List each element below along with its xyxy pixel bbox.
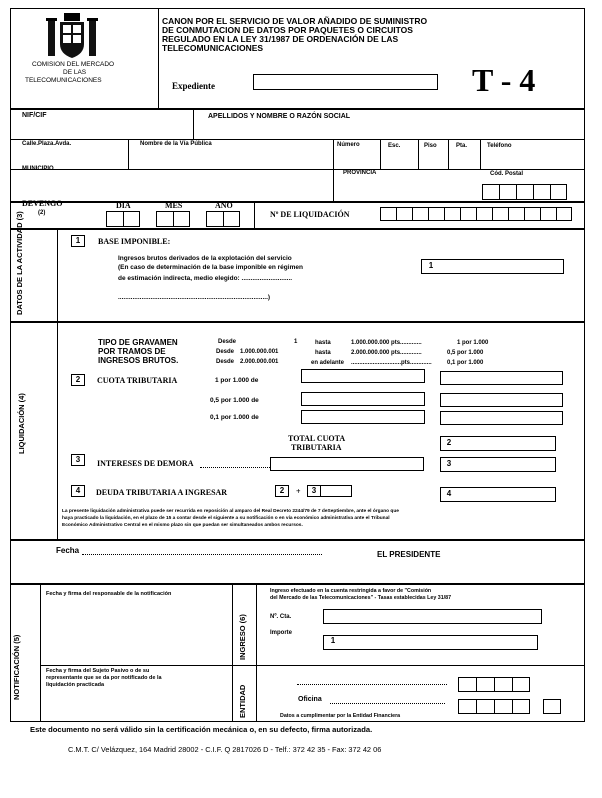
deuda-operand-a: 2 [275,485,289,497]
dia-label: DIA [116,201,131,210]
total-cuota-line2: TRIBUTARIA [291,443,342,452]
actividad-line4: ...................................................................................) [118,294,271,301]
liquidacion-frame [10,322,585,540]
org-name-line1: COMISION DEL MERCADO [32,61,115,68]
tramo-desde-value: 1.000.000.001 [240,349,279,355]
importe-label: Importe [270,630,293,636]
ingreso-line1: Ingreso efectuado en la cuenta restringida a favor de "Comisión [270,588,432,594]
dotted-leader [297,684,447,685]
address-line: C.M.T. C/ Velázquez, 164 Madrid 28002 - C.I.F. Q 2817026 D - Telf.: 372 42 35 - Fax: 372 42 06 [68,745,382,754]
mes-label: MES [165,201,183,210]
liquidacion-side-label: LIQUIDACIÓN (4) [17,393,26,454]
cuota-base-field[interactable] [301,369,425,383]
tramo-hasta-label: en adelante [311,360,345,366]
cuota-result-field[interactable] [440,371,563,385]
deuda-operand-b: 3 [307,485,321,497]
tramo-desde-label: Desde [218,339,237,345]
sujeto-line2: representante que se da por notificado de la [46,675,162,681]
actividad-side-label: DATOS DE LA ACTIVIDAD (3) [15,211,24,315]
actividad-frame [10,229,585,322]
importe-field[interactable] [323,635,538,650]
divider [57,322,58,540]
actividad-line2: (En caso de determinación de la base imponible en régimen [118,264,303,271]
liquidacion-number-boxes[interactable] [380,207,572,221]
form-title-line1: CANON POR EL SERVICIO DE VALOR AÑADIDO DE SUMINISTRO [162,16,428,26]
cuota-number: 2 [71,374,85,386]
notificacion-side-label: NOTIFICACIÓN (5) [12,634,21,700]
org-name-line2: DE LAS [63,69,87,76]
tramo-rate: 0,1 por 1.000 [447,360,484,366]
base-imponible-field[interactable] [421,259,564,274]
postal-code-label: Cód. Postal [490,171,524,177]
divider [232,584,233,722]
pta-label: Pta. [456,143,468,149]
year-boxes[interactable] [206,211,240,227]
postal-code-boxes[interactable] [482,184,567,200]
tramo-hasta-value: 1.000.000.000 pts............. [351,340,422,346]
number-label: Número [337,142,360,148]
expediente-label: Expediente [172,81,216,91]
responsable-label: Fecha y firma del responsable de la notificación [46,591,172,597]
entidad-code-boxes[interactable] [458,677,530,692]
tramo-hasta-label: hasta [315,340,331,346]
name-label: APELLIDOS Y NOMBRE O RAZÓN SOCIAL [208,113,351,120]
cuota-row-label: 1 por 1.000 de [215,377,259,384]
control-digit-box[interactable] [543,699,561,714]
tramo-hasta-label: hasta [315,350,331,356]
header-divider [158,8,159,109]
cuota-result-field[interactable] [440,393,563,407]
day-boxes[interactable] [106,211,140,227]
divider [256,584,257,722]
cuota-result-field[interactable] [440,411,563,425]
divider [10,139,585,140]
tramo-rate: 0,5 por 1.000 [447,350,484,356]
cuota-base-field[interactable] [301,410,425,424]
tramo-hasta-value: 2.000.000.000 pts............. [351,350,422,356]
liquidacion-number-label: Nº DE LIQUIDACIÓN [270,210,350,219]
dotted-leader [330,703,445,704]
actividad-line3: de estimación indirecta, medio elegido: ............................ [118,275,293,282]
tipo-gravamen-line2: POR TRAMOS DE [98,347,166,356]
form-title-line3: REGULADO EN LA LEY 31/1987 DE ORDENACIÓN DE LAS [162,34,399,44]
anio-label: AÑO [215,201,233,210]
cuota-row-label: 0,1 por 1.000 de [210,414,259,421]
cuenta-field[interactable] [323,609,542,624]
deuda-number: 4 [71,485,85,497]
divider [40,665,585,666]
intereses-result-field[interactable] [440,457,556,472]
expediente-field[interactable] [253,74,438,90]
month-boxes[interactable] [156,211,190,227]
divider [40,584,41,722]
tipo-gravamen-line3: INGRESOS BRUTOS. [98,356,179,365]
intereses-result-number: 3 [446,459,452,468]
legal-notice-line3: Económico Administrativo Central en el mismo plazo sin que puedan ser simultaneados ambos recursos. [62,523,303,528]
base-imponible-result-number: 1 [428,261,434,270]
municipio-label: MUNICIPIO [22,166,54,172]
devengo-label: DEVENGO [22,199,63,208]
cuota-row-label: 0,5 por 1.000 de [210,397,259,404]
tramo-rate: 1 por 1.000 [457,340,489,346]
tipo-gravamen-line1: TIPO DE GRAVAMEN [98,338,178,347]
deuda-label: DEUDA TRIBUTARIA A INGRESAR [96,488,228,497]
org-name-line3: TELECOMUNICACIONES [25,77,102,84]
tramo-desde-label: Desde [216,359,235,365]
tramo-hasta-value: ..............................pts............. [351,360,432,366]
cuota-base-field[interactable] [301,392,425,406]
entidad-side-label: ENTIDAD [238,684,247,718]
entidad-note: Datos a cumplimentar por la Entidad Financiera [280,713,401,719]
importe-number: 1 [330,636,336,645]
form-title-line4: TELECOMUNICACIONES [162,43,264,53]
divider [380,139,381,169]
form-code: T - 4 [472,62,536,98]
deuda-result-number: 4 [446,489,452,498]
intereses-label: INTERESES DE DEMORA [97,459,194,468]
tramo-desde-label: Desde [216,349,235,355]
total-cuota-line1: TOTAL CUOTA [288,434,346,443]
form-title-line2: DE CONMUTACION DE DATOS POR PAQUETES O CIRCUITOS [162,25,413,35]
actividad-line1: Ingresos brutos derivados de la explotación del servicio [118,255,292,262]
oficina-label: Oficina [298,696,322,703]
tramo-desde-value: 2.000.000.001 [240,359,279,365]
legal-notice-line1: La presente liquidación administrativa puede ser recurrida en reposición al amparo del Real Decreto 2244/79 de 7 deSeptiembre, ante el órgano que [62,509,399,514]
divider [10,169,585,170]
divider [448,139,449,169]
validity-note: Este documento no será válido sin la certificación mecánica o, en su defecto, firma autorizada. [30,725,373,734]
ingreso-side-label: INGRESO (6) [238,614,247,660]
total-cuota-number: 2 [446,438,452,447]
nif-label: NIF/CIF [22,112,47,119]
coat-of-arms-icon [42,12,102,62]
provincia-label: PROVINCIA [343,170,377,176]
street-type-label: Calle.Plaza.Avda. [22,141,72,147]
dotted-leader [82,554,322,555]
deuda-sum-field[interactable] [321,485,352,497]
dotted-leader [200,467,270,468]
street-name-label: Nombre de la Vía Pública [140,141,212,147]
divider [480,139,481,169]
piso-label: Piso [424,143,437,149]
cuota-label: CUOTA TRIBUTARIA [97,376,178,385]
sujeto-line3: liquidación practicada [46,682,105,688]
fecha-label: Fecha [56,546,80,555]
deuda-result-field[interactable] [440,487,556,502]
divider [333,139,334,201]
divider [57,229,58,322]
sujeto-line1: Fecha y firma del Sujeto Pasivo o de su [46,668,150,674]
phone-label: Teléfono [487,143,512,149]
legal-notice-line2: haya practicado la liquidación, en el plazo de 15 a contar desde el siguiente a su notificación o en vía económico administrativa ante el Tribunal [62,516,390,521]
esc-label: Esc. [388,143,401,149]
intereses-number: 3 [71,454,85,466]
ingreso-line2: del Mercado de las Telecomunicaciones" - Tasas establecidas Ley 31/87 [270,595,452,601]
tramo-desde-value: 1 [294,339,298,345]
deuda-plus: + [296,487,301,496]
base-imponible-title: BASE IMPONIBLE: [98,237,171,246]
cta-label: Nº. Cta. [270,614,292,620]
divider [254,202,255,229]
divider [193,109,194,139]
devengo-note: (2) [38,210,46,216]
presidente-label: EL PRESIDENTE [377,550,441,559]
firma-frame [10,540,585,584]
intereses-field[interactable] [270,457,424,471]
divider [128,139,129,169]
base-imponible-number: 1 [71,235,85,247]
divider [418,139,419,169]
oficina-code-boxes[interactable] [458,699,530,714]
total-cuota-field[interactable] [440,436,556,451]
